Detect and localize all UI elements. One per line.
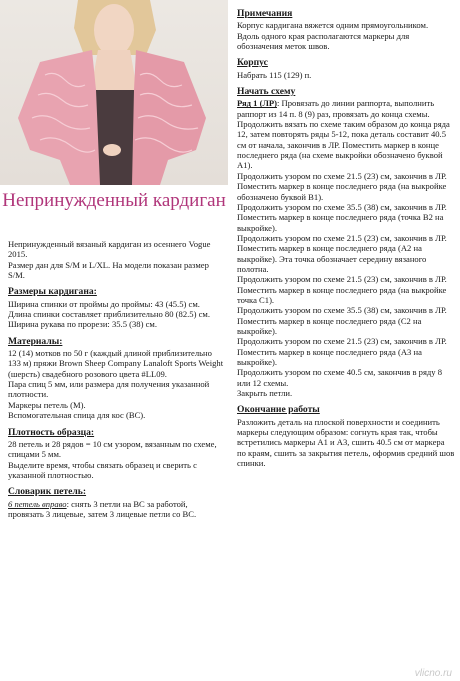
material-line: Маркеры петель (М).: [8, 399, 86, 410]
row1-text: : Провязать до линии раппорта, выполнить раппорт из 14 п. 8 (9) раз, провязать до конца схемы.: [237, 98, 435, 119]
chart-heading: Начать схему: [237, 86, 296, 98]
step-line: Продолжить узором по схеме 21.5 (23) см, закончив в ЛР. Поместить маркер в конце последнего ряда (на выкройке точка C1).: [237, 274, 447, 305]
row1-instruction: [237, 98, 455, 119]
step-line: Продолжить узором по схеме 21.5 (23) см, закончив в ЛР. Поместить маркер в конце последнего ряда (на выкройке обозначено буквой B1).: [237, 170, 447, 202]
dictionary-term: 6 петель вправо: [8, 498, 67, 509]
gauge-heading: Плотность образца:: [8, 426, 95, 438]
finish-text: Разложить деталь на плоской поверхности и соединить маркеры следующим образом: согнуть края так, чтобы встретились маркеры A1 и A3, сшить 40.5 см от маркера по краям, сшить за закрытия петель, оформив средний шов спинки.: [237, 416, 455, 469]
gauge-line: Выделите время, чтобы связать образец и сверить с указанной плотностью.: [8, 459, 197, 480]
size-line: Ширина рукава по прорези: 35.5 (38) см.: [8, 319, 158, 330]
body-heading: Корпус: [237, 57, 268, 69]
intro-line: Размер дан для S/M и L/XL. На модели показан размер S/M.: [8, 259, 209, 281]
material-line: Пара спиц 5 мм, или размера для получения указанной плотности.: [8, 379, 210, 400]
size-line: Длина спинки составляет приблизительно 80 (82.5) см.: [8, 309, 210, 320]
note-line: Вдоль одного края располагаются маркеры для обозначения меток швов.: [237, 30, 410, 52]
model-illustration: [0, 0, 228, 185]
sizes-heading: Размеры кардигана:: [8, 286, 97, 298]
page-title: Непринужденный кардиган: [2, 190, 226, 211]
intro-line: Непринужденный вязаный кардиган из осеннего Vogue 2015.: [8, 239, 211, 260]
watermark: vlicno.ru: [414, 668, 452, 679]
cardigan-photo: [0, 0, 228, 185]
step-line: Продолжить узором по схеме 40.5 см, закончив в ряду 8 или 12 схемы.: [237, 367, 443, 388]
right-column: [237, 9, 455, 468]
finish-heading: Окончание работы: [237, 404, 320, 416]
row1-label: Ряд 1 (ЛР): [237, 98, 277, 109]
left-column: [8, 239, 224, 519]
step-line: Продолжить узором по схеме 35.5 (38) см, закончив в ЛР. Поместить маркер в конце последнего ряда (C2 на выкройке).: [237, 305, 447, 336]
dictionary-entry: [8, 499, 224, 520]
material-line: 12 (14) мотков по 50 г (каждый длиной приблизительно 133 м) пряжи Brown Sheep Company Lanaloft Sports Weight (шерсть) свадебного розового цвета #LL09.: [8, 348, 224, 379]
body-line: Набрать 115 (129) п.: [237, 69, 312, 80]
step-line: Продолжить узором по схеме 21.5 (23) см, закончив в ЛР. Поместить маркер в конце последнего ряда (A2 на выкройке). Эта точка обозначает середину вязаного полотна.: [237, 232, 447, 274]
step-line: Продолжить вязать по схеме таким образом до конца ряда 12, затем повторять ряды 5-12, пока деталь составит 40.5 см от начала, закончив в ЛР. Поместить маркер в конце последнего ряда (на схеме выкройки обозначено буквой A1).: [237, 119, 450, 171]
materials-heading: Материалы:: [8, 335, 63, 347]
material-line: Вспомогательная спица для кос (ВС).: [8, 410, 146, 421]
dictionary-definition: : снять 3 петли на ВС за работой, провязать 3 лицевые, затем 3 лицевые петли со ВС.: [8, 498, 197, 519]
notes-heading: Примечания: [237, 8, 293, 19]
step-line: Продолжить узором по схеме 21.5 (23) см, закончив в ЛР. Поместить маркер в конце последнего ряда (A3 на выкройке).: [237, 336, 447, 367]
size-line: Ширина спинки от проймы до проймы: 43 (45.5) см.: [8, 298, 200, 309]
gauge-line: 28 петель и 28 рядов = 10 см узором, вязанным по схеме, спицами 5 мм.: [8, 438, 217, 460]
note-line: Корпус кардигана вяжется одним прямоугольником.: [237, 20, 429, 31]
step-line: Продолжить узором по схеме 35.5 (38) см, закончив в ЛР. Поместить маркер в конце последнего ряда (точка B2 на выкройке).: [237, 201, 447, 233]
step-line: Закрыть петли.: [237, 388, 293, 399]
dictionary-heading: Словарик петель:: [8, 486, 87, 498]
